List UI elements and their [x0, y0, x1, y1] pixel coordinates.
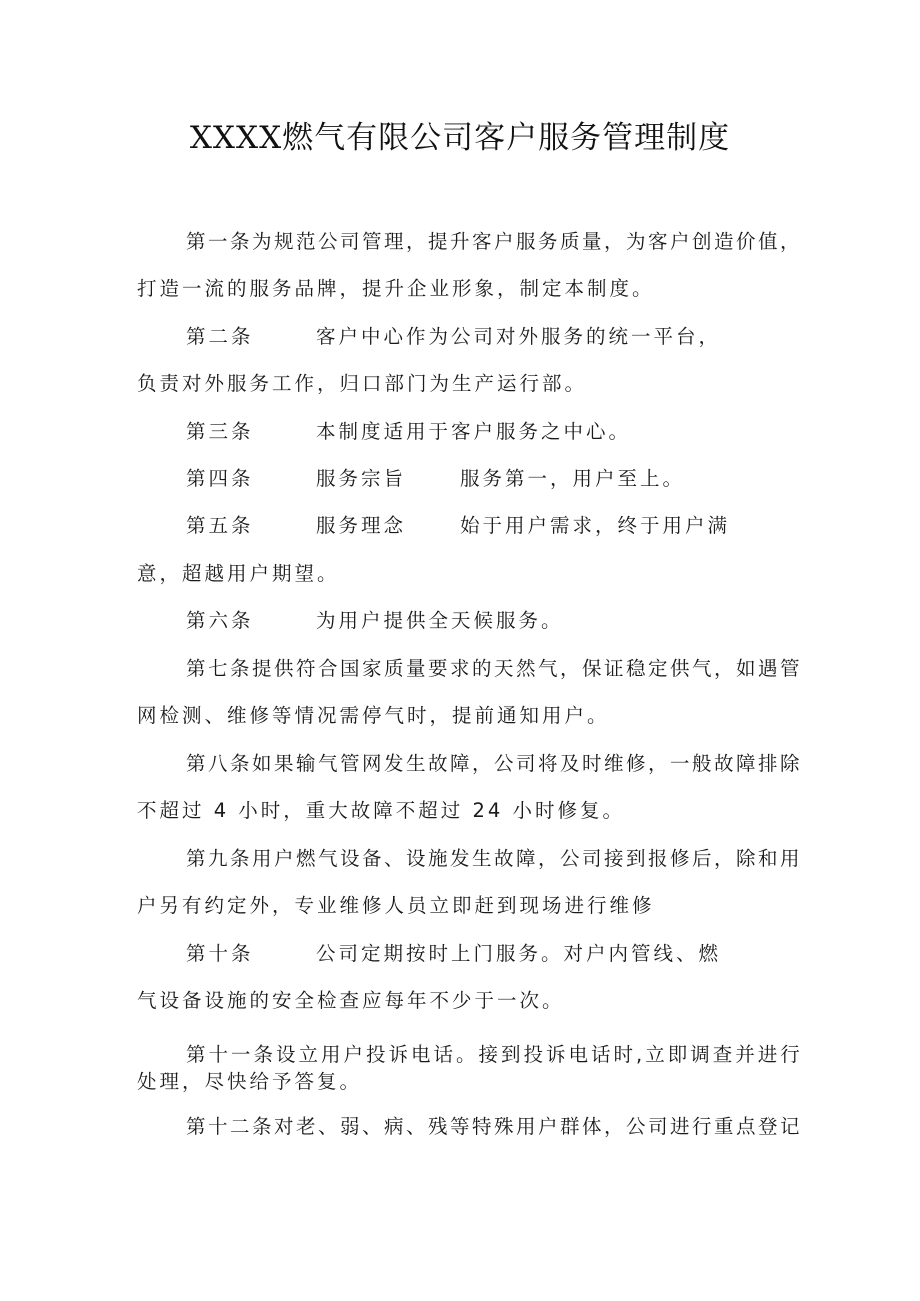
article-5-continuation: 意，超越用户期望。 [137, 562, 340, 585]
article-10-continuation: 气设备设施的安全检查应每年不少于一次。 [137, 989, 565, 1012]
article-7-line-2: 网检测、维修等情况需停气时，提前通知用户。 [137, 704, 610, 727]
article-2-label: 第二条 [186, 325, 254, 348]
document-title: XXXX燃气有限公司客户服务管理制度 [189, 120, 731, 156]
article-1-line-2: 打造一流的服务品牌，提升企业形象，制定本制度。 [137, 277, 655, 300]
article-6-label: 第六条 [186, 609, 254, 632]
article-5-label: 第五条 [186, 514, 254, 537]
article-11-line-2: 处理，尽快给予答复。 [137, 1070, 363, 1093]
article-4-text: 服务第一，用户至上。 [460, 467, 686, 490]
article-8-line-2: 不超过 4 小时，重大故障不超过 24 小时修复。 [137, 799, 626, 822]
article-11-line-1: 第十一条设立用户投诉电话。接到投诉电话时,立即调查并进行 [186, 1043, 803, 1066]
article-5-text: 始于用户需求，终于用户满 [460, 514, 731, 537]
article-3-text: 本制度适用于客户服务之中心。 [316, 420, 632, 443]
article-7-line-1: 第七条提供符合国家质量要求的天然气，保证稳定供气，如遇管 [186, 657, 803, 680]
article-10-label: 第十条 [186, 942, 254, 965]
article-2-continuation: 负责对外服务工作，归口部门为生产运行部。 [137, 372, 588, 395]
article-10-text: 公司定期按时上门服务。对户内管线、燃 [316, 942, 722, 965]
article-5-subject: 服务理念 [316, 514, 407, 537]
article-8-line-1: 第八条如果输气管网发生故障，公司将及时维修，一般故障排除 [186, 752, 803, 775]
article-3-label: 第三条 [186, 420, 254, 443]
article-2-text: 客户中心作为公司对外服务的统一平台， [316, 325, 722, 348]
article-6-text: 为用户提供全天候服务。 [316, 609, 564, 632]
article-9-line-1: 第九条用户燃气设备、设施发生故障，公司接到报修后，除和用 [186, 847, 803, 870]
article-4-label: 第四条 [186, 467, 254, 490]
article-9-line-2: 户另有约定外，专业维修人员立即赶到现场进行维修 [137, 894, 655, 917]
article-4-subject: 服务宗旨 [316, 467, 407, 490]
article-1-line-1: 第一条为规范公司管理，提升客户服务质量，为客户创造价值， [186, 230, 803, 253]
article-12-line-1: 第十二条对老、弱、病、残等特殊用户群体，公司进行重点登记 [186, 1115, 803, 1138]
